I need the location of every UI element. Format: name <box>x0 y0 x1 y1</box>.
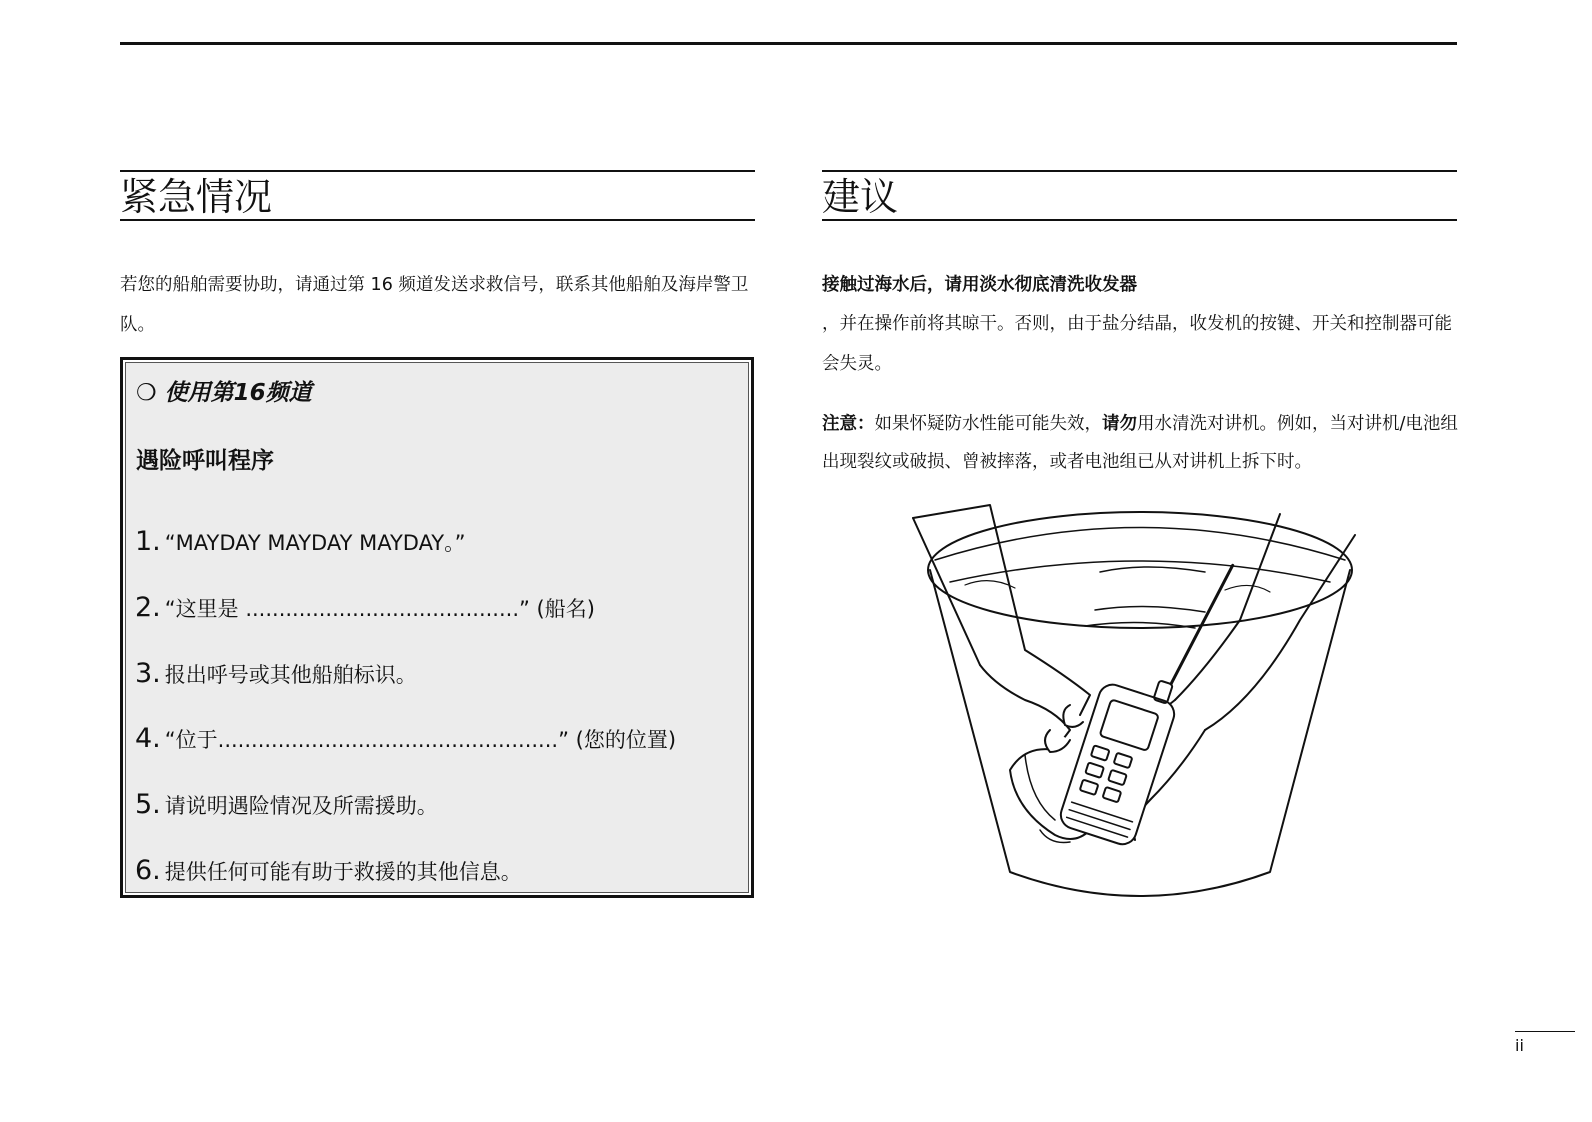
distress-step <box>135 855 522 888</box>
step-text: 提供任何可能有助于救援的其他信息。 <box>164 860 522 884</box>
caution-text-2: 用水清洗对讲机。例如，当对讲机/电池组出现裂纹或破损、曾被摔落，或者电池组已从对讲机上拆下时。 <box>822 414 1458 472</box>
section-rule-bottom <box>822 219 1457 221</box>
step-number: 6. <box>135 855 161 886</box>
rinse-tip-body: ，并在操作前将其晾干。否则，由于盐分结晶，收发机的按键、开关和控制器可能会失灵。 <box>822 314 1452 374</box>
radio-device <box>1057 538 1232 850</box>
top-rule <box>120 42 1457 45</box>
distress-step <box>135 592 595 625</box>
page-number-rule <box>1515 1031 1575 1032</box>
section-title-advice: 建议 <box>822 175 899 219</box>
step-number: 4. <box>135 723 161 754</box>
step-text: 报出呼号或其他船舶标识。 <box>164 663 417 687</box>
caution-note <box>822 405 1462 481</box>
distress-step <box>135 526 466 559</box>
step-text: “MAYDAY MAYDAY MAYDAY。” <box>164 531 466 555</box>
page-number: ii <box>1515 1036 1524 1055</box>
step-number: 5. <box>135 789 161 820</box>
emergency-intro: 若您的船舶需要协助，请通过第 16 频道发送求救信号，联系其他船舶及海岸警卫队。 <box>120 275 749 335</box>
step-number: 3. <box>135 658 161 689</box>
step-text: 请说明遇险情况及所需援助。 <box>164 794 438 818</box>
step-number: 1. <box>135 526 161 557</box>
rinse-illustration <box>905 500 1375 915</box>
section-rule-bottom <box>120 219 755 221</box>
distress-step <box>135 789 438 822</box>
box-heading: ❍ 使用第16频道 <box>136 380 312 406</box>
step-number: 2. <box>135 592 161 623</box>
distress-step <box>135 723 676 756</box>
section-title-emergency: 紧急情况 <box>120 175 273 219</box>
rinse-tip-heading: 接触过海水后，请用淡水彻底清洗收发器 <box>822 275 1137 295</box>
section-rule-top <box>120 170 755 172</box>
distress-step <box>135 658 417 691</box>
caution-text-1: 如果怀疑防水性能可能失效， <box>874 414 1102 434</box>
section-rule-top <box>822 170 1457 172</box>
step-text: “这里是 .........................................” (船名) <box>164 597 595 621</box>
box-subheading: 遇险呼叫程序 <box>136 448 274 474</box>
caution-emphasis: 请勿 <box>1102 414 1137 434</box>
step-text: “位于...................................................” (您的位置) <box>164 728 677 752</box>
bucket-rim <box>928 512 1352 628</box>
caution-label: 注意： <box>822 414 875 434</box>
